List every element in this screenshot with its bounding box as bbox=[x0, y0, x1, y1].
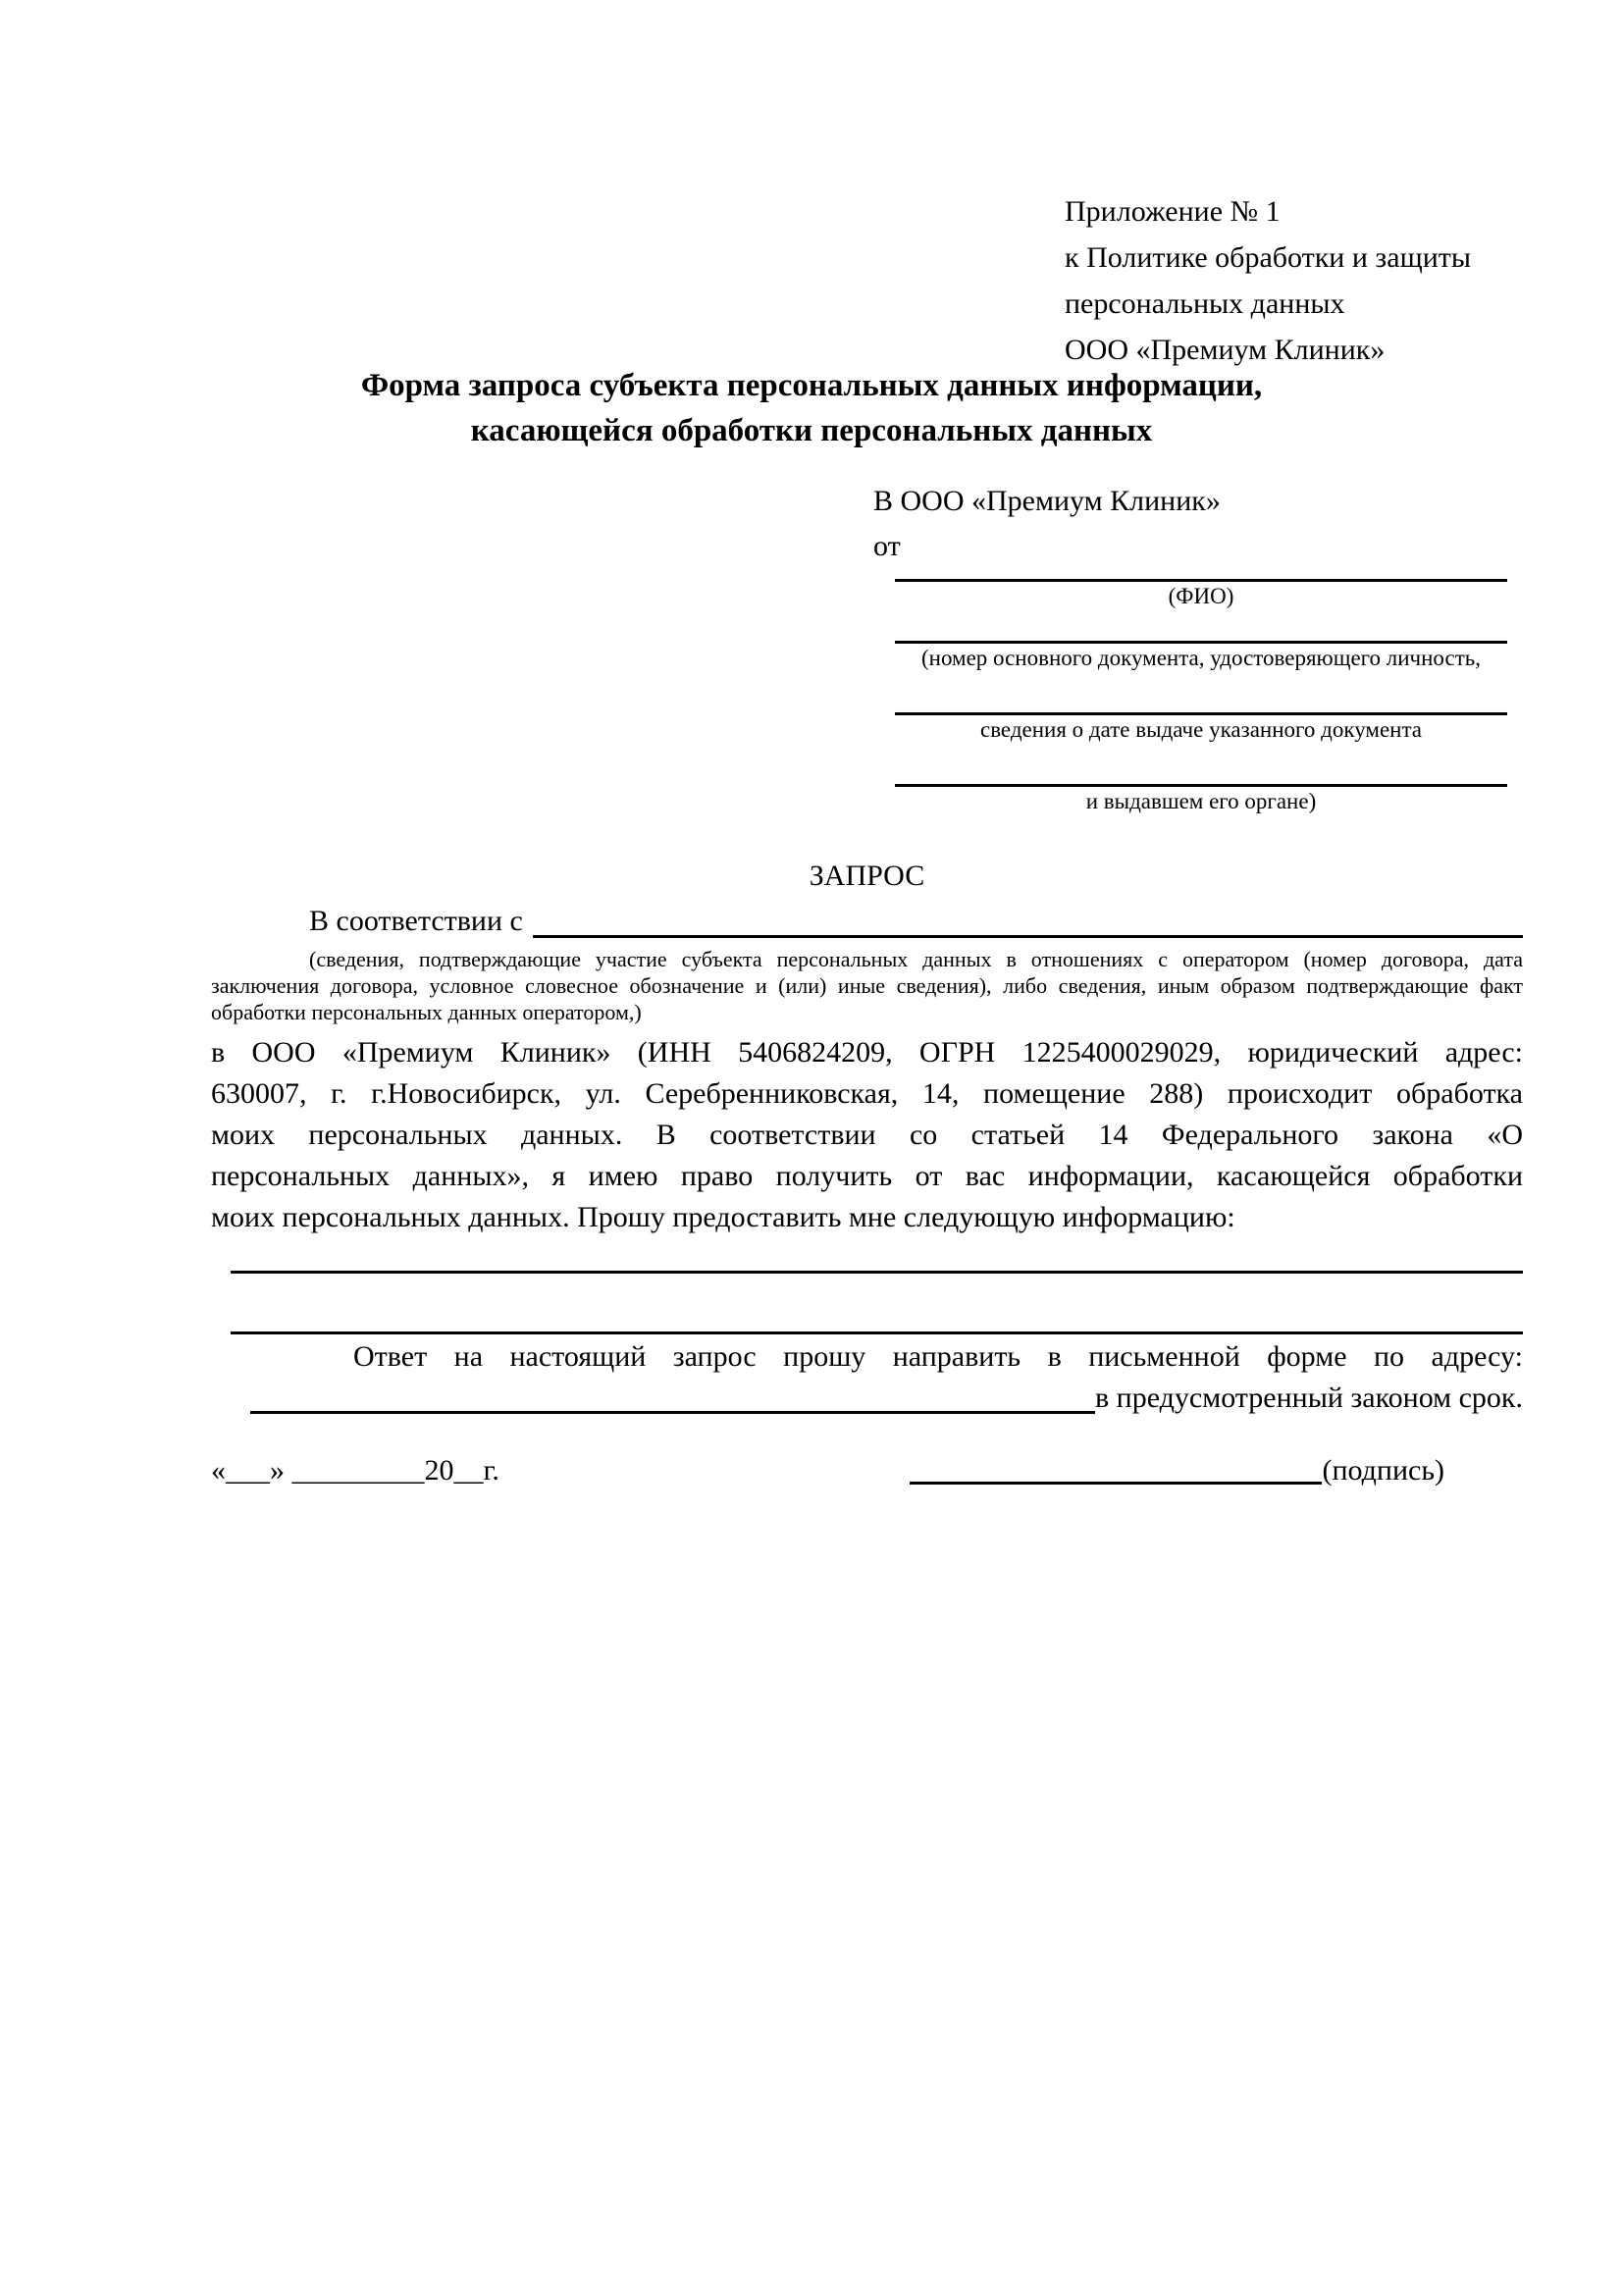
annex-line: Приложение № 1 bbox=[1065, 195, 1281, 228]
issue-date-caption: сведения о дате выдаче указанного документа bbox=[979, 717, 1423, 742]
issuing-authority-blank-line bbox=[895, 745, 1507, 787]
issuing-authority-caption: и выдавшем его органе) bbox=[1085, 789, 1317, 813]
reply-address-blank-line bbox=[250, 1411, 1095, 1414]
form-title-line: Форма запроса субъекта персональных данных информации, bbox=[360, 368, 1263, 403]
reply-tail: в предусмотренный законом срок. bbox=[1095, 1382, 1523, 1414]
fio-caption: (ФИО) bbox=[1168, 584, 1234, 608]
addressee-from-label: от bbox=[873, 530, 901, 562]
information-blank-line-1 bbox=[231, 1271, 1523, 1274]
annex-line: ООО «Премиум Клиник» bbox=[1065, 334, 1386, 366]
annex-line: к Политике обработки и защиты bbox=[1065, 241, 1472, 274]
request-section bbox=[211, 846, 1523, 1419]
reply-sentence: Ответ на настоящий запрос прошу направить в письменной форме по адресу: bbox=[353, 1340, 1523, 1373]
information-blank-line-2 bbox=[231, 1331, 1523, 1334]
note-line: обработки персональных данных оператором,) bbox=[211, 1000, 642, 1024]
signature-blank-line bbox=[910, 1482, 1322, 1485]
accordance-label: В соответствии с bbox=[309, 905, 523, 937]
body-line: в ООО «Премиум Клиник» (ИНН 5406824209, ОГРН 1225400029029, юридический адрес: bbox=[211, 1036, 1523, 1069]
note-line: (сведения, подтверждающие участие субъекта персональных данных в отношениях с оператором (номер договора, дата bbox=[309, 947, 1523, 971]
addressee-to: В ООО «Премиум Клиник» bbox=[873, 485, 1221, 517]
form-title bbox=[0, 363, 1623, 453]
annex-block bbox=[1065, 188, 1536, 373]
request-heading: ЗАПРОС bbox=[809, 860, 925, 892]
body-line: моих персональных данных. Прошу предоставить мне следующую информацию: bbox=[211, 1201, 1235, 1233]
annex-line: персональных данных bbox=[1065, 287, 1345, 320]
form-title-line: касающейся обработки персональных данных bbox=[470, 413, 1153, 448]
document-number-field bbox=[873, 611, 1507, 673]
fio-field bbox=[873, 565, 1507, 611]
reply-address-line bbox=[211, 1378, 1523, 1419]
date-blank: «___» _________20__г. bbox=[211, 1454, 499, 1487]
issuing-authority-field bbox=[873, 745, 1507, 816]
body-line: 630007, г. г.Новосибирск, ул. Серебренниковская, 14, помещение 288) происходит обработка bbox=[211, 1077, 1523, 1110]
issue-date-blank-line bbox=[895, 673, 1507, 715]
body-paragraph bbox=[211, 1032, 1523, 1238]
document-number-blank-line bbox=[895, 611, 1507, 644]
addressee-block bbox=[873, 483, 1507, 816]
accordance-line bbox=[211, 901, 1523, 942]
note-line: заключения договора, условное словесное обозначение и (или) иные сведения), либо сведения, иным образом подтверждающие факт bbox=[211, 973, 1523, 998]
fio-blank-line bbox=[895, 565, 1507, 582]
signing-row bbox=[211, 1452, 1523, 1489]
body-line: моих персональных данных. В соответствии со статьей 14 Федерального закона «О bbox=[211, 1119, 1523, 1151]
note-block bbox=[211, 946, 1523, 1025]
signature-caption: (подпись) bbox=[1322, 1454, 1444, 1487]
accordance-blank-line bbox=[533, 935, 1523, 938]
body-line: персональных данных», я имею право получить от вас информации, касающейся обработки bbox=[211, 1160, 1523, 1192]
document-number-caption: (номер основного документа, удостоверяющего личность, bbox=[920, 646, 1481, 670]
issue-date-field bbox=[873, 673, 1507, 745]
